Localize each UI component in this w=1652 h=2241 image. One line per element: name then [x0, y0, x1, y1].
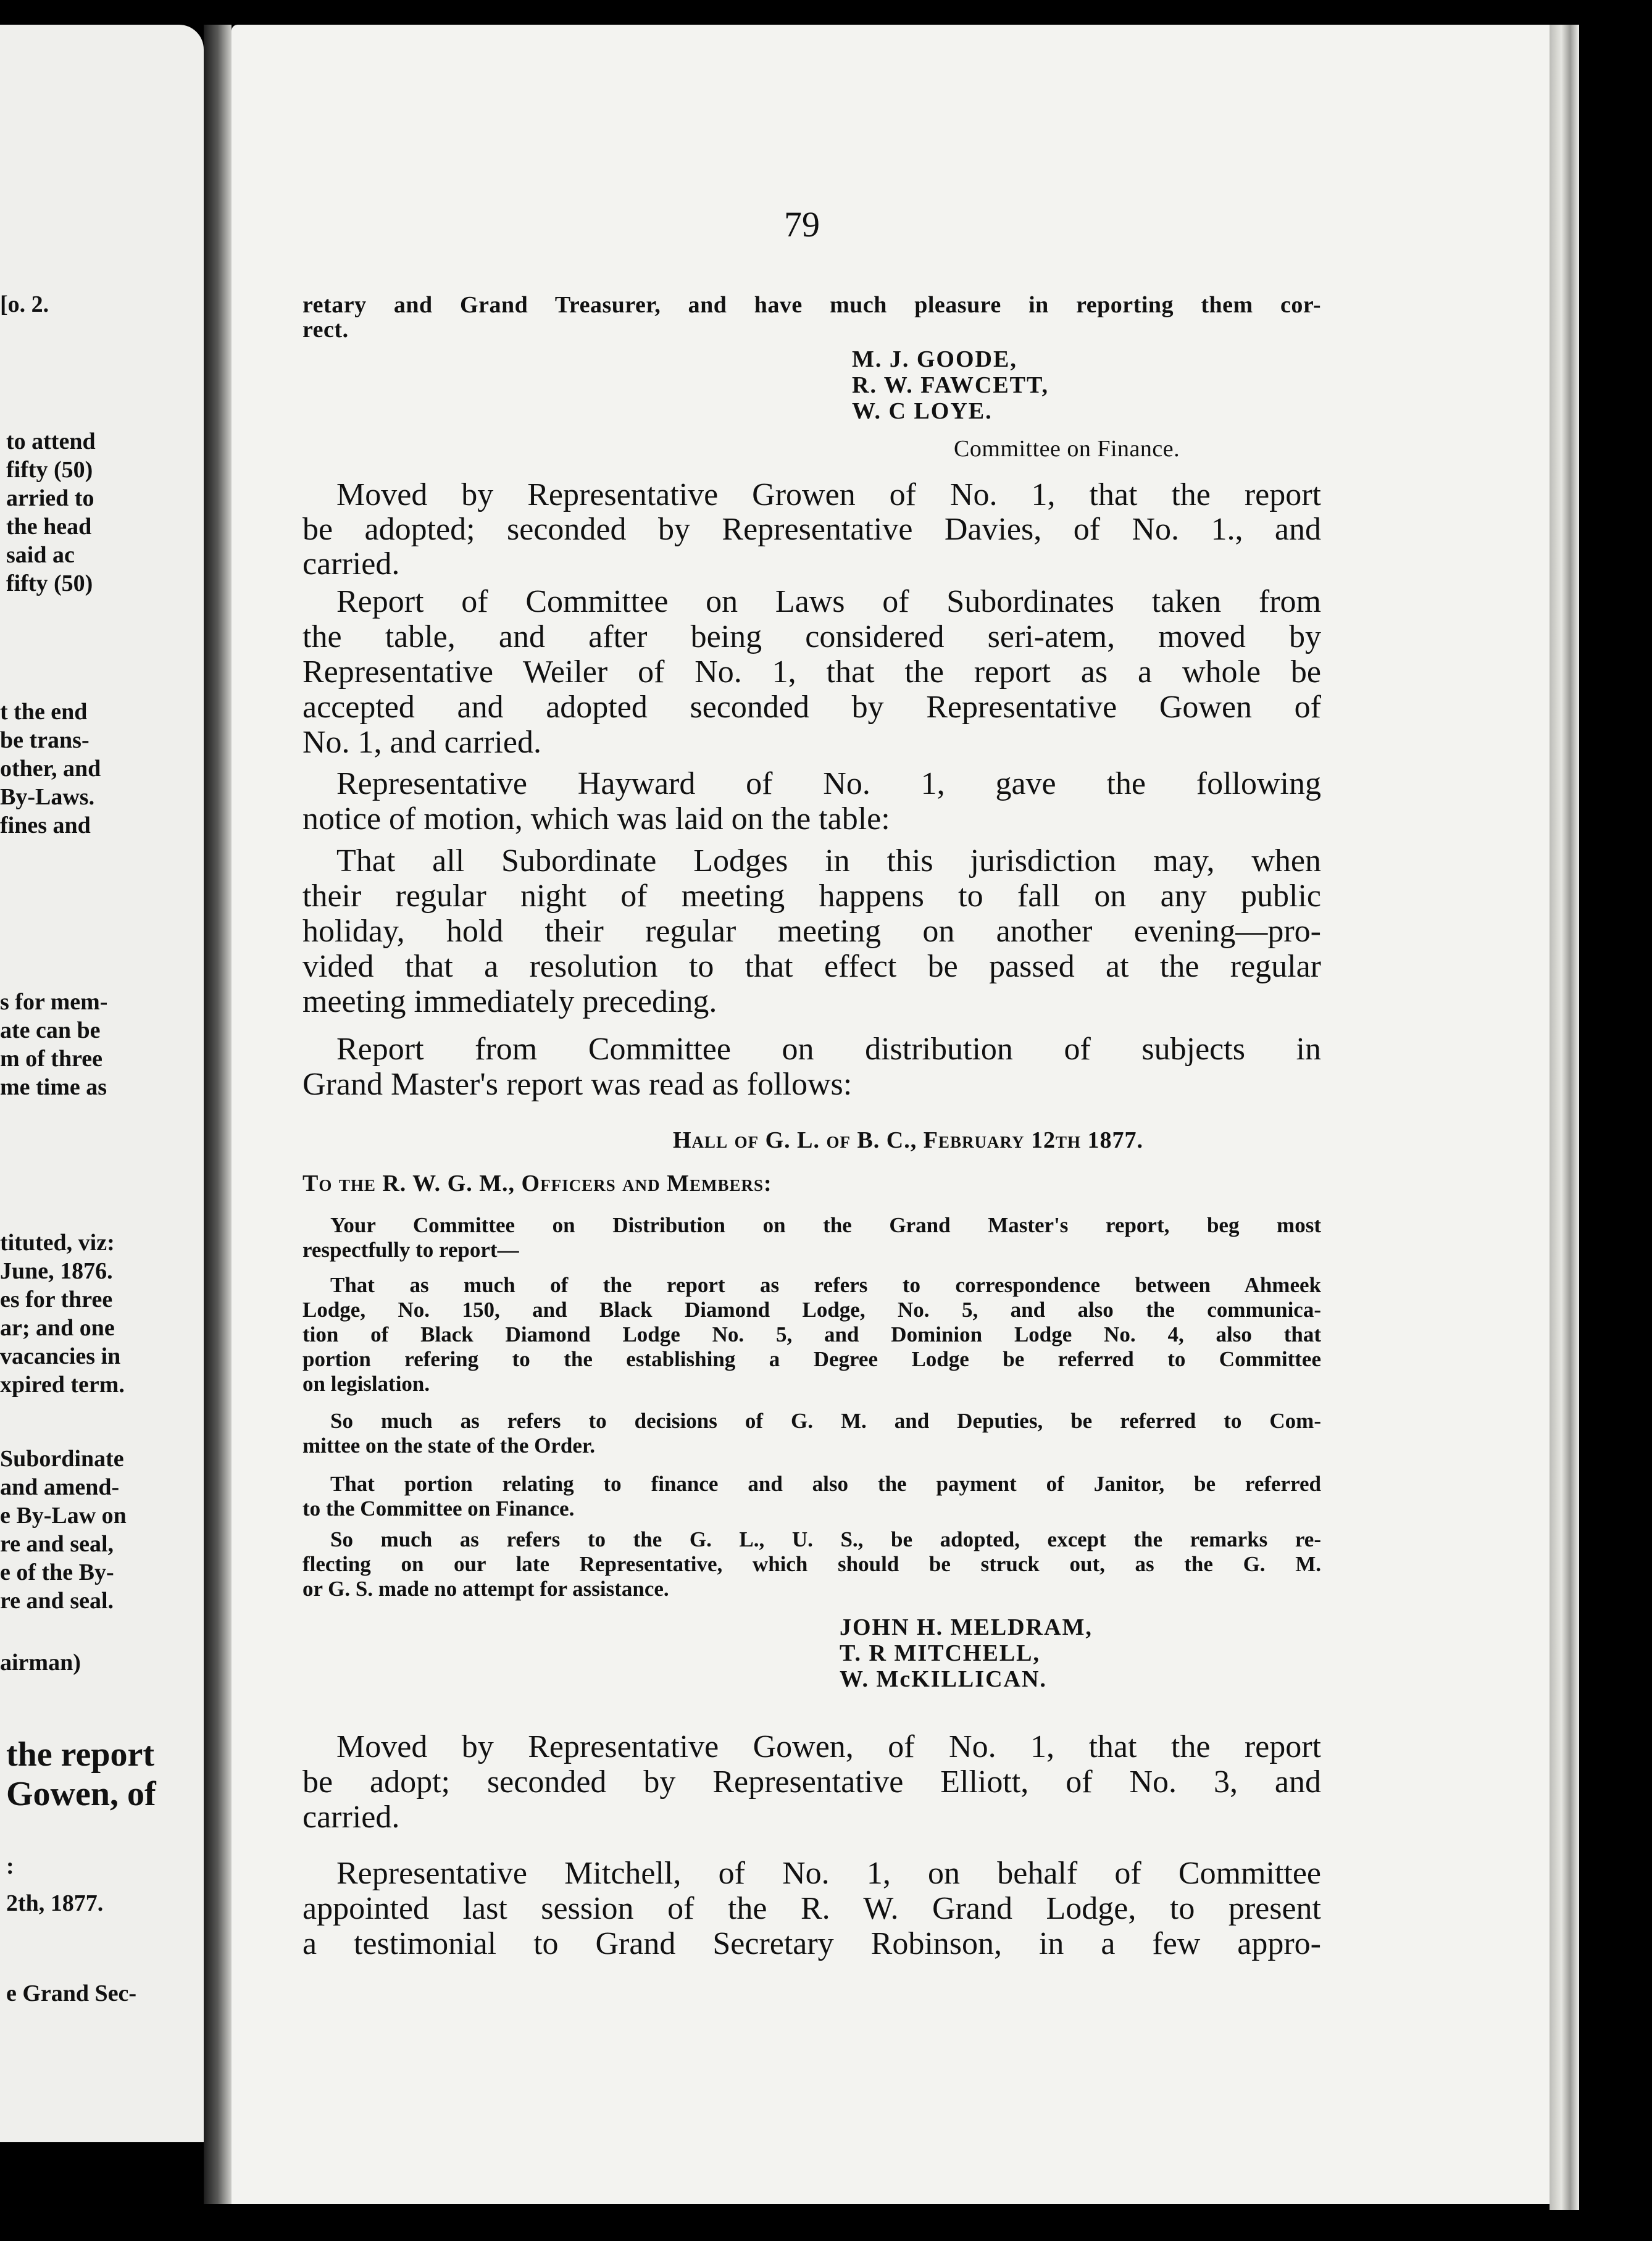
- left-line: to attend: [6, 428, 96, 454]
- report-line: That as much of the report as refers to correspondence between Ahmeek: [330, 1273, 1321, 1297]
- left-line: s for mem-: [0, 989, 108, 1015]
- left-line: me time as: [0, 1074, 107, 1100]
- left-page: [0, 25, 204, 2142]
- left-line: said ac: [6, 542, 75, 568]
- paragraph-line: the table, and after being considered seri-atem, moved by: [302, 619, 1321, 654]
- paragraph-line: Grand Master's report was read as follows:: [302, 1067, 853, 1102]
- paragraph-line: Report from Committee on distribution of subjects in: [336, 1032, 1321, 1067]
- left-line: be trans-: [0, 727, 90, 753]
- finance-signer: R. W. FAWCETT,: [852, 372, 1049, 398]
- report-line: So much as refers to decisions of G. M. and Deputies, be referred to Com-: [330, 1409, 1321, 1433]
- left-line: the report: [6, 1735, 154, 1774]
- left-line: ate can be: [0, 1017, 101, 1043]
- salutation: To the R. W. G. M., Officers and Members:: [302, 1171, 772, 1196]
- finance-committee: Committee on Finance.: [954, 436, 1180, 462]
- paragraph-line: Moved by Representative Gowen, of No. 1, that the report: [336, 1729, 1321, 1764]
- paragraph-line: That all Subordinate Lodges in this jurisdiction may, when: [336, 843, 1321, 878]
- report-line: respectfully to report—: [302, 1238, 519, 1262]
- left-line: June, 1876.: [0, 1258, 113, 1284]
- report-line: That portion relating to finance and also the payment of Janitor, be referred: [330, 1472, 1321, 1496]
- gutter-shadow: [204, 25, 232, 2204]
- left-line: m of three: [0, 1046, 103, 1072]
- report-line: Your Committee on Distribution on the Grand Master's report, beg most: [330, 1213, 1321, 1237]
- paragraph-line: accepted and adopted seconded by Representative Gowen of: [302, 690, 1321, 725]
- finance-signer: W. C LOYE.: [852, 398, 993, 424]
- left-line: re and seal.: [0, 1588, 114, 1614]
- report-line: So much as refers to the G. L., U. S., be adopted, except the remarks re-: [330, 1527, 1321, 1551]
- paragraph-line: carried.: [302, 546, 400, 582]
- report-line: portion refering to the establishing a Degree Lodge be referred to Committee: [302, 1347, 1321, 1371]
- left-line: arried to: [6, 485, 94, 511]
- report-line: Lodge, No. 150, and Black Diamond Lodge, No. 5, and also the communica-: [302, 1298, 1321, 1322]
- hall-line: Hall of G. L. of B. C., February 12th 1877.: [673, 1127, 1144, 1153]
- left-line: [o. 2.: [0, 291, 49, 317]
- paragraph-line: Report of Committee on Laws of Subordinates taken from: [336, 584, 1321, 619]
- finance-line: retary and Grand Treasurer, and have much pleasure in reporting them cor-: [302, 292, 1321, 318]
- left-line: e Grand Sec-: [6, 1980, 137, 2006]
- report-signer: JOHN H. MELDRAM,: [840, 1614, 1093, 1640]
- left-line: e of the By-: [0, 1559, 114, 1585]
- paragraph-line: holiday, hold their regular meeting on another evening—pro-: [302, 914, 1321, 949]
- page-edge: [1550, 25, 1579, 2210]
- paragraph-line: Representative Hayward of No. 1, gave the following: [336, 766, 1321, 801]
- report-line: to the Committee on Finance.: [302, 1496, 575, 1521]
- paragraph-line: Representative Mitchell, of No. 1, on behalf of Committee: [336, 1856, 1321, 1891]
- paragraph-line: a testimonial to Grand Secretary Robinson, in a few appro-: [302, 1926, 1321, 1961]
- left-line: By-Laws.: [0, 784, 95, 810]
- report-signer: W. McKILLICAN.: [840, 1666, 1047, 1692]
- paragraph-line: appointed last session of the R. W. Grand Lodge, to present: [302, 1891, 1321, 1926]
- left-line: fifty (50): [6, 570, 93, 596]
- left-line: ar; and one: [0, 1315, 115, 1341]
- paragraph-line: vided that a resolution to that effect be passed at the regular: [302, 949, 1321, 984]
- report-line: mittee on the state of the Order.: [302, 1433, 595, 1458]
- left-line: Subordinate: [0, 1446, 124, 1472]
- left-line: re and seal,: [0, 1531, 114, 1557]
- finance-signer: M. J. GOODE,: [852, 346, 1017, 372]
- left-line: airman): [0, 1650, 81, 1676]
- left-line: xpired term.: [0, 1372, 125, 1398]
- report-line: flecting on our late Representative, which should be struck out, as the G. M.: [302, 1552, 1321, 1576]
- paragraph-line: be adopted; seconded by Representative Davies, of No. 1., and: [302, 512, 1321, 547]
- report-signer: T. R MITCHELL,: [840, 1640, 1041, 1666]
- left-line: 2th, 1877.: [6, 1890, 104, 1916]
- left-line: vacancies in: [0, 1343, 121, 1369]
- finance-line: rect.: [302, 317, 349, 343]
- left-line: other, and: [0, 756, 101, 782]
- report-line: on legislation.: [302, 1372, 430, 1396]
- report-line: tion of Black Diamond Lodge No. 5, and Dominion Lodge No. 4, also that: [302, 1322, 1321, 1346]
- paragraph-line: Moved by Representative Growen of No. 1, that the report: [336, 477, 1321, 512]
- paragraph-line: Representative Weiler of No. 1, that the report as a whole be: [302, 654, 1321, 690]
- left-line: the head: [6, 514, 92, 540]
- paragraph-line: meeting immediately preceding.: [302, 984, 717, 1019]
- paragraph-line: notice of motion, which was laid on the table:: [302, 801, 890, 837]
- left-line: es for three: [0, 1287, 113, 1312]
- left-line: :: [6, 1853, 14, 1879]
- paragraph-line: their regular night of meeting happens to fall on any public: [302, 878, 1321, 914]
- paragraph-line: No. 1, and carried.: [302, 725, 541, 760]
- left-page-fragments: [0, 25, 204, 2142]
- left-line: Gowen, of: [6, 1775, 156, 1813]
- left-line: fifty (50): [6, 457, 93, 483]
- left-line: and amend-: [0, 1474, 120, 1500]
- paragraph-line: carried.: [302, 1800, 400, 1835]
- left-line: tituted, viz:: [0, 1230, 115, 1256]
- left-line: fines and: [0, 812, 91, 838]
- report-line: or G. S. made no attempt for assistance.: [302, 1577, 669, 1601]
- page-number: 79: [784, 204, 820, 244]
- paragraph-line: be adopt; seconded by Representative Elliott, of No. 3, and: [302, 1764, 1321, 1800]
- left-line: e By-Law on: [0, 1503, 127, 1529]
- left-line: t the end: [0, 699, 88, 725]
